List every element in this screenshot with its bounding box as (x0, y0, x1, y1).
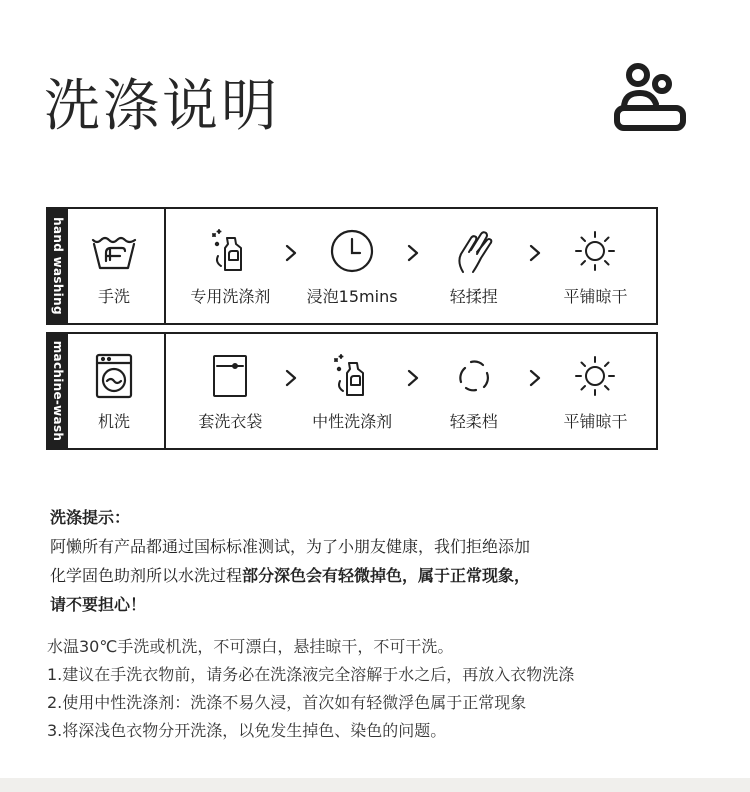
washing-care-icon (612, 60, 688, 136)
tips-line-1: 阿懒所有产品都通过国标标准测试，为了小朋友健康，我们拒绝添加 (50, 537, 531, 556)
washing-machine-icon (89, 351, 139, 401)
detergent-bottle-icon (327, 351, 377, 401)
detergent-bottle-icon (205, 226, 255, 276)
step-detergent: 专用洗涤剂 (180, 226, 280, 307)
washing-notes (47, 633, 707, 745)
machine-wash-row (46, 332, 658, 450)
page-title: 洗涤说明 (44, 74, 280, 139)
step-dry-flat: 平铺晾干 (545, 226, 645, 307)
sun-icon (570, 226, 620, 276)
step-laundry-bag: 套洗衣袋 (180, 351, 280, 432)
hand-knead-icon (449, 226, 499, 276)
note-temperature: 水温30℃手洗或机洗，不可漂白，悬挂晾干，不可干洗。 (47, 637, 454, 656)
chevron-right-icon (403, 368, 423, 388)
chevron-right-icon (403, 243, 423, 263)
washing-tips (50, 503, 690, 619)
machine-wash-method (68, 334, 160, 448)
tips-heading: 洗涤提示： (50, 508, 131, 527)
step-neutral-detergent: 中性洗涤剂 (302, 351, 402, 432)
hand-wash-method (68, 209, 160, 323)
tips-line-2: 化学固色助剂所以水洗过程部分深色会有轻微掉色，属于正常现象， (50, 566, 531, 585)
step-gentle-cycle: 轻柔档 (424, 351, 524, 432)
hand-wash-label: 手洗 (97, 286, 130, 306)
chevron-right-icon (525, 243, 545, 263)
chevron-right-icon (281, 368, 301, 388)
row-divider (164, 334, 166, 448)
chevron-right-icon (525, 368, 545, 388)
step-soak: 浸泡15mins (302, 226, 402, 307)
sun-icon (570, 351, 620, 401)
gentle-cycle-icon (449, 351, 499, 401)
hand-washing-row (46, 207, 658, 325)
tips-line-3: 请不要担心！ (50, 595, 147, 614)
note-3: 3.将深浅色衣物分开洗涤，以免发生掉色、染色的问题。 (47, 721, 447, 740)
clock-icon (327, 226, 377, 276)
chevron-right-icon (281, 243, 301, 263)
step-dry-flat: 平铺晾干 (545, 351, 645, 432)
laundry-bag-icon (205, 351, 255, 401)
machine-wash-label: machine-wash (48, 334, 68, 448)
note-2: 2.使用中性洗涤剂：洗涤不易久浸，首次如有轻微浮色属于正常现象 (47, 693, 527, 712)
machine-wash-method-label: 机洗 (97, 411, 130, 431)
note-1: 1.建议在手洗衣物前，请务必在洗涤液完全溶解于水之后，再放入衣物洗涤 (47, 665, 575, 684)
hand-wash-basin-icon (89, 226, 139, 276)
step-knead: 轻揉捏 (424, 226, 524, 307)
hand-washing-label: hand washing (48, 209, 68, 323)
row-divider (164, 209, 166, 323)
bottom-strip (0, 778, 750, 792)
